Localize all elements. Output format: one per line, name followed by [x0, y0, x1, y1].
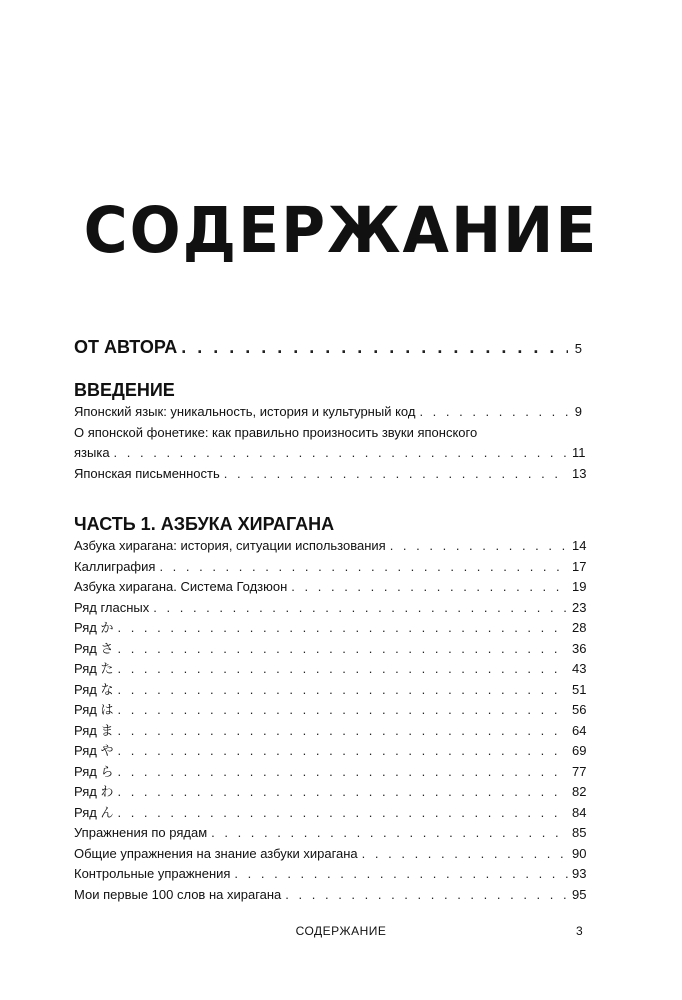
toc-entry-page: 43 — [572, 661, 587, 676]
dot-leader — [117, 659, 568, 680]
dot-leader — [211, 823, 568, 844]
toc-entry-label: языка — [74, 445, 110, 460]
dot-leader — [114, 443, 568, 464]
toc-entry-label: Мои первые 100 слов на хирагана — [74, 886, 282, 902]
toc-entry-label: Общие упражнения на знание азбуки хирагана — [74, 845, 358, 861]
section-heading-part1: ЧАСТЬ 1. АЗБУКА ХИРАГАНА — [74, 514, 335, 534]
dot-leader — [419, 402, 568, 423]
running-title: СОДЕРЖАНИЕ — [295, 924, 387, 938]
toc-entry-page: 11 — [572, 445, 586, 460]
toc-entry-page: 95 — [572, 886, 587, 902]
toc-entry[interactable] — [74, 680, 587, 701]
toc-entry[interactable] — [74, 402, 582, 423]
dot-leader — [224, 464, 568, 485]
dot-leader — [362, 844, 568, 865]
dot-leader — [159, 557, 568, 578]
toc-entry[interactable] — [74, 536, 587, 557]
toc-entry[interactable] — [74, 823, 587, 844]
toc-entry[interactable] — [74, 782, 587, 803]
dot-leader — [117, 803, 568, 824]
toc-entry-page: 23 — [572, 599, 587, 615]
toc-entry-label: Упражнения по рядам — [74, 825, 208, 840]
dot-leader — [117, 762, 568, 783]
toc-entry[interactable] — [74, 577, 587, 598]
toc-entry[interactable] — [74, 885, 587, 906]
dot-leader — [117, 639, 568, 660]
toc-entry-label: Ряд ま — [74, 722, 114, 738]
dot-leader — [117, 721, 568, 742]
toc-entry-page: 17 — [572, 558, 587, 574]
toc-entry[interactable] — [74, 844, 587, 865]
toc-entry-page: 51 — [572, 681, 587, 697]
toc-entry-page: 14 — [572, 538, 587, 553]
toc-entry[interactable] — [74, 639, 587, 660]
toc-entry-page: 85 — [572, 825, 587, 840]
table-of-contents — [74, 332, 587, 905]
dot-leader — [117, 680, 568, 701]
toc-entry-page: 90 — [572, 845, 587, 861]
toc-entry-label: ОТ АВТОРА — [74, 337, 178, 357]
toc-entry-page: 36 — [572, 640, 587, 656]
toc-entry-label: Ряд さ — [74, 640, 114, 656]
toc-entry[interactable] — [74, 741, 587, 762]
toc-entry-page: 56 — [572, 702, 587, 717]
toc-entry-page: 69 — [572, 743, 587, 758]
toc-entry-page: 82 — [572, 784, 587, 799]
dot-leader — [291, 577, 568, 598]
dot-leader — [117, 782, 568, 803]
toc-entry[interactable] — [74, 598, 587, 619]
toc-entry-multiline[interactable] — [74, 423, 586, 464]
toc-entry-label: Контрольные упражнения — [74, 866, 231, 881]
toc-entry-label: Азбука хирагана: история, ситуации использования — [74, 538, 386, 553]
toc-entry[interactable] — [74, 618, 587, 639]
toc-entry-label: Ряд わ — [74, 784, 114, 799]
dot-leader — [390, 536, 568, 557]
toc-entry[interactable] — [74, 721, 587, 742]
toc-entry — [74, 443, 586, 464]
toc-entry[interactable] — [74, 864, 587, 885]
part1-entries — [74, 536, 587, 905]
toc-entry-label: Ряд た — [74, 661, 114, 676]
toc-entry[interactable] — [74, 557, 587, 578]
toc-entry[interactable] — [74, 762, 587, 783]
page-number: 3 — [576, 924, 583, 938]
toc-entry-label: Ряд ん — [74, 804, 114, 820]
dot-leader — [285, 885, 568, 906]
toc-entry-page: 19 — [572, 579, 587, 594]
toc-entry-author[interactable] — [74, 332, 582, 362]
dot-leader — [234, 864, 568, 885]
toc-entry-label: Азбука хирагана. Система Годзюон — [74, 579, 288, 594]
toc-entry-page: 13 — [572, 465, 587, 481]
toc-entry[interactable] — [74, 464, 587, 485]
toc-entry-page: 64 — [572, 722, 587, 738]
toc-entry[interactable] — [74, 700, 587, 721]
toc-entry-label: Ряд な — [74, 681, 114, 697]
dot-leader — [153, 598, 568, 619]
page-title: СОДЕРЖАНИЕ — [83, 194, 599, 268]
dot-leader — [117, 618, 568, 639]
toc-entry-label-line1: О японской фонетике: как правильно произносить звуки японского — [74, 424, 478, 440]
toc-entry-label: Ряд гласных — [74, 599, 150, 615]
dot-leader — [181, 332, 568, 362]
toc-entry-label: Ряд や — [74, 743, 114, 758]
toc-entry-label: Японский язык: уникальность, история и культурный код — [74, 404, 416, 419]
toc-entry-label: Японская письменность — [74, 465, 220, 481]
toc-entry-page: 93 — [572, 866, 587, 881]
toc-entry-page: 84 — [572, 804, 587, 820]
toc-entry-page: 28 — [572, 620, 587, 635]
toc-entry-label: Каллиграфия — [74, 558, 156, 574]
dot-leader — [117, 700, 568, 721]
toc-entry-label: Ряд か — [74, 620, 114, 635]
section-heading-intro: ВВЕДЕНИЕ — [74, 380, 175, 400]
toc-entry-label: Ряд ら — [74, 763, 114, 779]
toc-entry[interactable] — [74, 659, 587, 680]
toc-entry[interactable] — [74, 803, 587, 824]
toc-entry-page: 5 — [574, 341, 582, 356]
toc-entry-label: Ряд は — [74, 702, 114, 717]
toc-entry-page: 9 — [574, 404, 582, 419]
toc-entry-page: 77 — [572, 763, 587, 779]
dot-leader — [117, 741, 568, 762]
